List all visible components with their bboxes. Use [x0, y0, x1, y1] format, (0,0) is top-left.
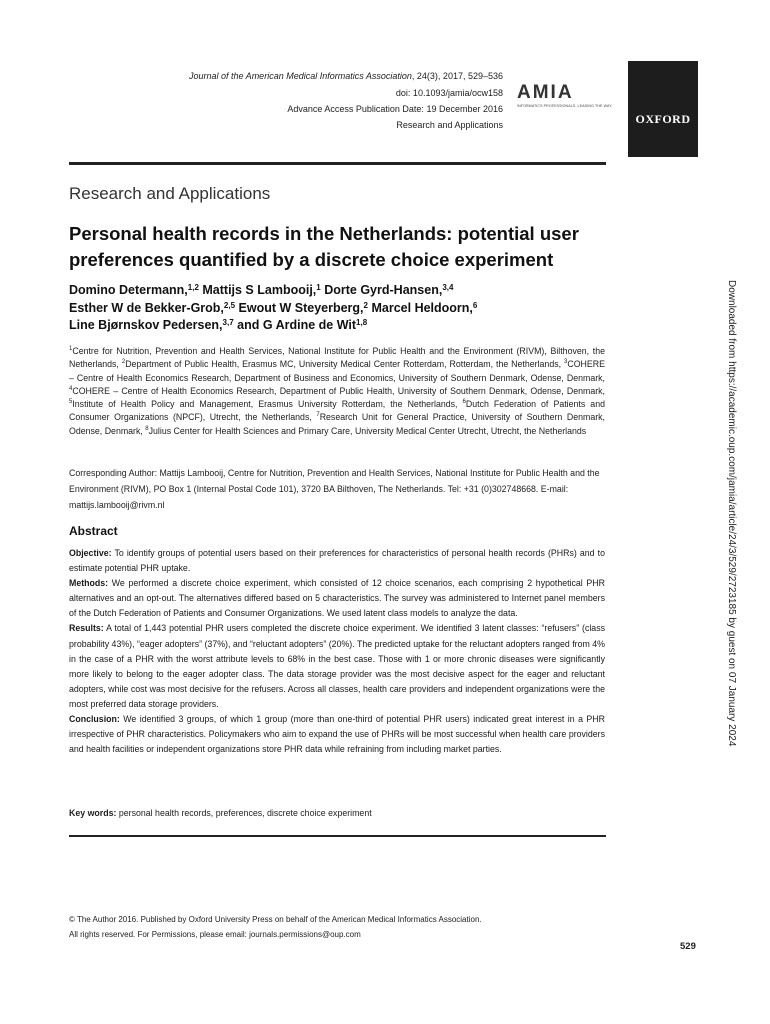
affil-text: COHERE – Centre of Health Economics Research, Department of Business and Economics, University of Southern Denmark, Odense, Denmark, — [69, 359, 605, 383]
affil-number: 4 — [69, 385, 73, 392]
abstract-body — [69, 546, 605, 757]
author — [237, 318, 367, 332]
affil-number: 1 — [69, 346, 73, 352]
abstract-results — [69, 621, 605, 712]
author-affil: 2,5 — [223, 300, 236, 310]
conclusion-label: Conclusion: — [69, 714, 120, 725]
author — [69, 318, 234, 332]
oxford-logo: OXFORD — [628, 61, 698, 157]
journal-volume: , 24(3), 2017, 529–536 — [411, 71, 503, 81]
affil-text: Centre for Nutrition, Prevention and Health Services, National Institute for Public Health and the Environment (RIVM), Bilthoven, the Netherlands, — [69, 346, 605, 370]
author-list — [69, 282, 609, 335]
amia-logo — [517, 84, 617, 108]
affil-text: COHERE – Centre of Health Economics Research, Department of Public Health, University of Southern Denmark, Odense, Denmark, — [72, 385, 605, 396]
author-affil: 3,7 — [222, 318, 234, 327]
author-name: Line Bjørnskov Pedersen, — [69, 318, 223, 332]
methods-text: We performed a discrete choice experiment, which consisted of 12 choice scenarios, each comprising 2 hypothetical PHR alternatives and an opt-out. The alternatives differed based on 5 characteristics. The survey was administered to Internet panel members of the Dutch Federation of Patients and Consumer Organizations. We used latent class models to analyze the data. — [69, 578, 605, 619]
header-rule — [69, 162, 606, 165]
doi: doi: 10.1093/jamia/ocw158 — [395, 88, 503, 98]
affil-number: 2 — [121, 359, 126, 366]
abstract-heading: Abstract — [69, 524, 118, 538]
abstract-objective — [69, 546, 605, 576]
copyright-notice: © The Author 2016. Published by Oxford University Press on behalf of the American Medical Informatics Association. — [69, 915, 482, 924]
keywords-text: personal health records, preferences, discrete choice experiment — [116, 808, 372, 818]
keywords-label: Key words: — [69, 808, 117, 818]
author — [69, 283, 199, 297]
author-affil: 1,8 — [356, 318, 368, 327]
keywords — [69, 808, 372, 818]
download-watermark: Downloaded from https://academic.oup.com/jamia/article/24/3/529/2723185 by guest on 07 January 2024 — [726, 280, 737, 747]
results-text: A total of 1,443 potential PHR users completed the discrete choice experiment. We identified 3 latent classes: “refusers” (class probability 43%), “eager adopters” (37%), and “reluctant adopters” (20%). The predicted uptake for the reluctant adopters ranged from 4% in the case of a PHR with the worst attribute levels to 68% in the best case. Those with 1 or more chronic diseases were significantly more likely to belong to the eager adopter class. The data storage provider was the most decisive aspect for the eager and reluctant adopters, while cost was most decisive for the refusers. Across all classes, health care providers and independent organizations were the most preferred data storage providers. — [69, 623, 605, 709]
affil-number: 6 — [462, 399, 466, 406]
page-number: 529 — [680, 941, 696, 952]
author-affil: 1 — [316, 283, 321, 292]
affil-number: 5 — [69, 399, 73, 406]
affil-text: Dutch Federation of Patients and Consumer Organizations (NPCF), Utrecht, the Netherlands, — [69, 399, 605, 423]
affil-text: Institute of Health Policy and Management, Erasmus University Rotterdam, the Netherlands, — [72, 399, 463, 410]
objective-label: Objective: — [69, 548, 112, 558]
author-name: Ewout W Steyerberg, — [238, 300, 364, 315]
methods-label: Methods: — [69, 578, 109, 589]
affil-text: Julius Center for Health Sciences and Primary Care, University Medical Center Utrecht, Utrecht, the Netherlands — [148, 425, 587, 436]
affil-number: 7 — [316, 412, 320, 419]
author-name: Dorte Gyrd-Hansen, — [324, 283, 443, 297]
author-affil: 2 — [363, 300, 368, 310]
amia-logo-tagline: INFORMATICS PROFESSIONALS. LEADING THE WAY. — [517, 104, 613, 108]
journal-name: Journal of the American Medical Informatics Association — [188, 71, 412, 81]
abstract-conclusion — [69, 712, 605, 757]
author — [69, 301, 235, 315]
author — [324, 283, 453, 297]
author-name: Domino Determann, — [69, 283, 188, 297]
corresponding-author: Corresponding Author: Mattijs Lambooij, Centre for Nutrition, Prevention and Health Services, National Institute for Public Health and the Environment (RIVM), PO Box 1 (Internal Postal Code 101), 3720 BA Bilthoven, The Netherlands. Tel: +31 (0)302748668. E-mail: mattijs.lambooij@rivm.nl — [69, 468, 600, 510]
author-affil: 1,2 — [187, 283, 199, 292]
author-name: Mattijs S Lambooij, — [202, 283, 317, 297]
advance-access-date: Advance Access Publication Date: 19 December 2016 — [287, 104, 503, 114]
affil-number: 8 — [145, 425, 149, 432]
author — [202, 283, 320, 297]
author-name: and G Ardine de Wit — [237, 318, 357, 332]
results-label: Results: — [69, 623, 104, 634]
author — [239, 301, 368, 315]
affil-text: Research Unit for General Practice, University of Southern Denmark, Odense, Denmark, — [69, 412, 605, 436]
abstract-rule — [69, 835, 606, 837]
affil-number: 3 — [564, 359, 568, 366]
affil-text: Department of Public Health, Erasmus MC, University Medical Center Rotterdam, Rotterdam, the Netherlands, — [125, 359, 565, 370]
amia-logo-word: AMIA — [517, 82, 574, 103]
section-heading: Research and Applications — [69, 184, 271, 203]
author-affil: 6 — [472, 300, 478, 310]
journal-citation — [189, 70, 503, 82]
author — [371, 301, 477, 315]
author-name: Esther W de Bekker-Grob, — [69, 300, 224, 315]
header-section: Research and Applications — [396, 120, 503, 130]
author-name: Marcel Heldoorn, — [371, 300, 473, 315]
abstract-methods — [69, 576, 605, 621]
rights-notice: All rights reserved. For Permissions, please email: journals.permissions@oup.com — [69, 930, 361, 939]
objective-text: To identify groups of potential users based on their preferences for characteristics of personal health records (PHRs) and to estimate potential PHR uptake. — [69, 548, 605, 574]
article-title: Personal health records in the Netherlands: potential user preferences quantified by a discrete choice experiment — [69, 223, 579, 270]
conclusion-text: We identified 3 groups, of which 1 group (more than one-third of potential PHR users) indicated great interest in a PHR irrespective of PHR characteristics. Policymakers who aim to expand the use of PHRs will be most successful when health care providers and health facilities or independent organizations store PHR data while refraining from including market parties. — [69, 714, 605, 755]
affiliations — [69, 345, 605, 438]
author-affil: 3,4 — [442, 283, 454, 292]
